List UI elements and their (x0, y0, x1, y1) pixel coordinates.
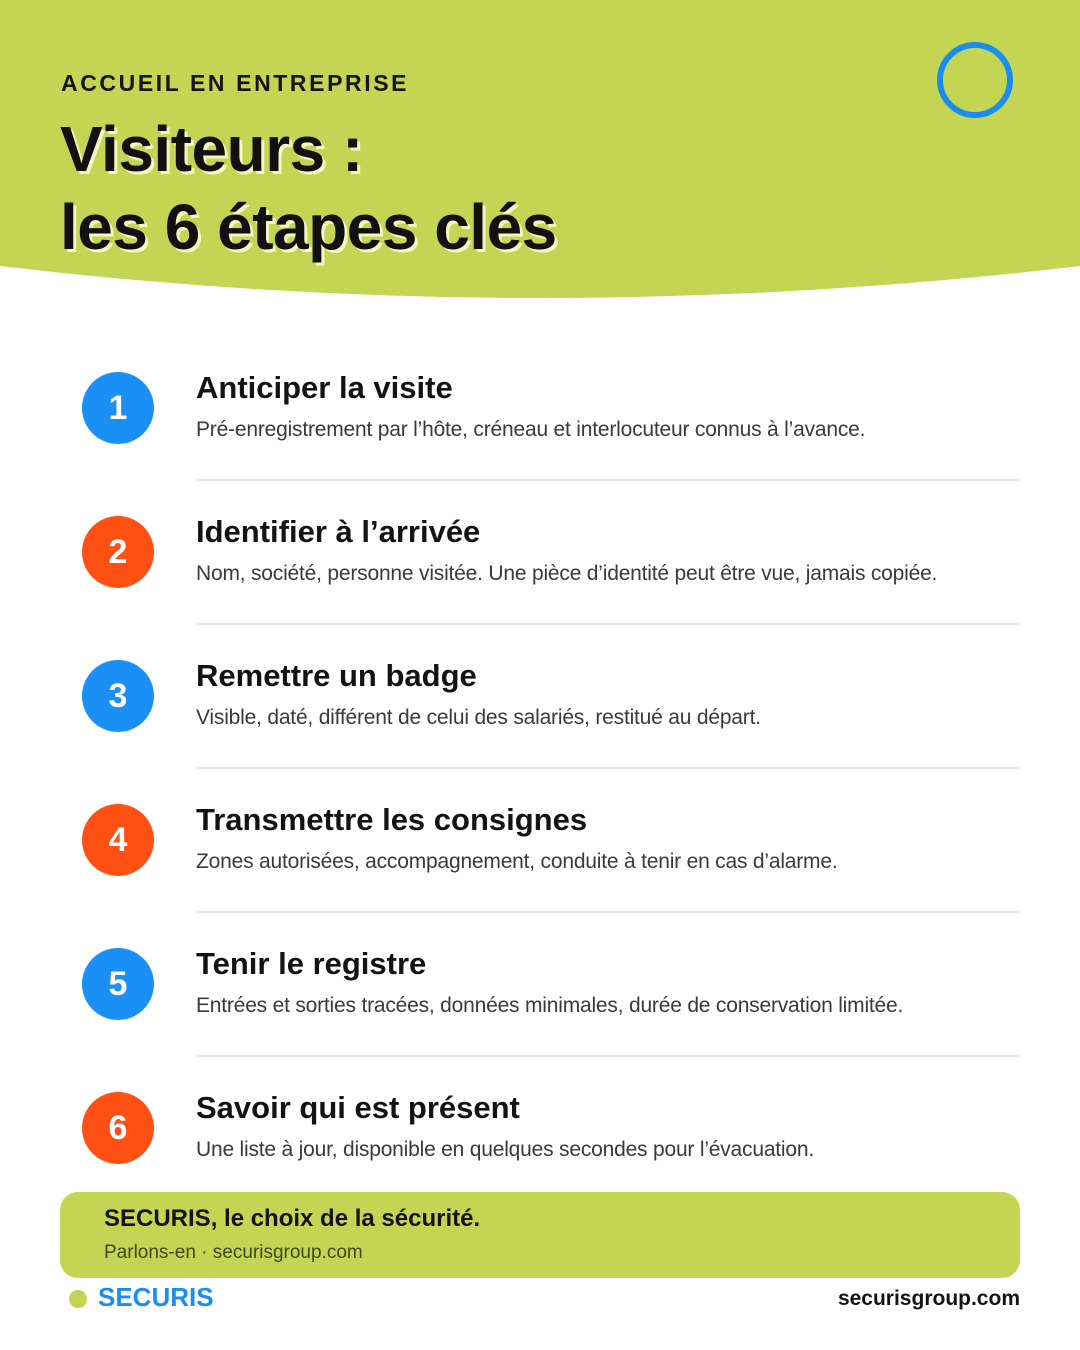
step-item (0, 926, 1080, 1070)
step-number-badge: 4 (82, 804, 154, 876)
step-description: Entrées et sorties tracées, données minimales, durée de conservation limitée. (196, 994, 904, 1017)
step-number-badge: 6 (82, 1092, 154, 1164)
step-item (0, 350, 1080, 494)
divider (196, 911, 1020, 913)
page-title (60, 110, 557, 266)
divider (196, 479, 1020, 481)
step-title: Remettre un badge (196, 658, 477, 693)
step-description: Nom, société, personne visitée. Une pièce d’identité peut être vue, jamais copiée. (196, 562, 938, 585)
brand-dot-icon (69, 1290, 87, 1308)
step-title: Identifier à l’arrivée (196, 514, 481, 549)
step-description: Visible, daté, différent de celui des salariés, restitué au départ. (196, 706, 761, 729)
circle-icon (937, 42, 1013, 118)
brand-logo-text: SECURIS (98, 1282, 214, 1312)
divider (196, 1055, 1020, 1057)
step-number-badge: 3 (82, 660, 154, 732)
cta-subtitle[interactable]: Parlons-en · securisgroup.com (104, 1242, 363, 1263)
step-description: Zones autorisées, accompagnement, conduite à tenir en cas d’alarme. (196, 850, 838, 873)
step-description: Pré-enregistrement par l’hôte, créneau et interlocuteur connus à l’avance. (196, 418, 866, 441)
step-description: Une liste à jour, disponible en quelques secondes pour l’évacuation. (196, 1138, 814, 1161)
page-title-line-2: les 6 étapes clés (60, 191, 557, 263)
cta-title: SECURIS, le choix de la sécurité. (104, 1205, 481, 1232)
step-title: Transmettre les consignes (196, 802, 588, 837)
step-item (0, 638, 1080, 782)
divider (196, 767, 1020, 769)
eyebrow-label: ACCUEIL EN ENTREPRISE (61, 70, 410, 96)
page-title-line-1: Visiteurs : (60, 113, 363, 185)
step-title: Tenir le registre (196, 946, 427, 981)
step-item (0, 782, 1080, 926)
step-title: Savoir qui est présent (196, 1090, 520, 1125)
divider (196, 623, 1020, 625)
step-title: Anticiper la visite (196, 370, 453, 405)
step-item (0, 494, 1080, 638)
step-number-badge: 2 (82, 516, 154, 588)
step-number-badge: 1 (82, 372, 154, 444)
website-link[interactable]: securisgroup.com (837, 1287, 1020, 1310)
cta-banner[interactable] (60, 1192, 1020, 1278)
step-number-badge: 5 (82, 948, 154, 1020)
